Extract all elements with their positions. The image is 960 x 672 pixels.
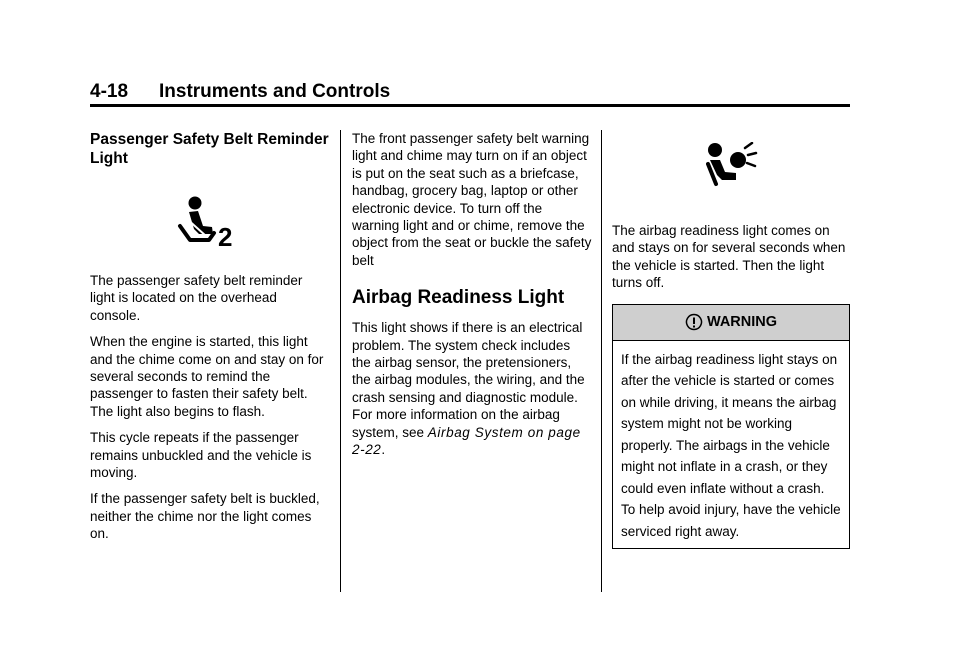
page-number: 4-18: [90, 81, 129, 102]
warning-triangle-icon: [685, 313, 703, 331]
paragraph-text: This light shows if there is an electrical problem. The system check includes the airbag sensor, the pretensioners, the airbag modules, the wiring, and the crash sensing and diagnostic module. For more information on the airbag system, see: [352, 320, 585, 440]
section-title: Instruments and Controls: [159, 81, 391, 102]
column-1: [90, 130, 330, 552]
paragraph: The passenger safety belt reminder light is located on the overhead console.: [90, 273, 303, 323]
section-heading: Passenger Safety Belt Reminder Light: [90, 131, 329, 167]
seat-position-digit: 2: [218, 222, 233, 248]
section-heading: Airbag Readiness Light: [352, 287, 565, 309]
column-divider: [601, 130, 602, 592]
paragraph: When the engine is started, this light and the chime come on and stay on for several seconds to remind the passenger to fasten their safety belt. The light also begins to flash.: [90, 334, 324, 419]
warning-box: [612, 304, 850, 550]
airbag-readiness-icon: [706, 142, 758, 188]
paragraph: This cycle repeats if the passenger remains unbuckled and the vehicle is moving.: [90, 430, 312, 481]
paragraph: The front passenger safety belt warning light and chime may turn on if an object is put on the seat such as a briefcase, handbag, grocery bag, laptop or other electronic device. To turn off the warning light and or chime, remove the object from the seat or buckle the safety belt: [352, 131, 592, 268]
column-3: [612, 130, 852, 549]
paragraph: The airbag readiness light comes on and stays on for several seconds when the vehicle is started. Then the light turns off.: [612, 223, 846, 291]
column-2: [352, 130, 592, 468]
paragraph: [352, 319, 592, 458]
paragraph: If the passenger safety belt is buckled, neither the chime nor the light comes on.: [90, 491, 320, 542]
cross-reference-link[interactable]: Airbag System on page 2-22: [352, 424, 581, 458]
page-header: [90, 80, 850, 107]
paragraph-end: .: [381, 442, 386, 458]
warning-title: WARNING: [706, 314, 778, 331]
column-divider: [340, 130, 341, 592]
passenger-seatbelt-reminder-icon: [176, 196, 244, 248]
warning-header: [613, 305, 849, 341]
warning-text: If the airbag readiness light stays on after the vehicle is started or comes on while driving, it means the airbag system might not be working properly. The airbags in the vehicle might not inflate in a crash, or they could even inflate without a crash. To help avoid injury, have the vehicle serviced right away.: [621, 351, 841, 539]
